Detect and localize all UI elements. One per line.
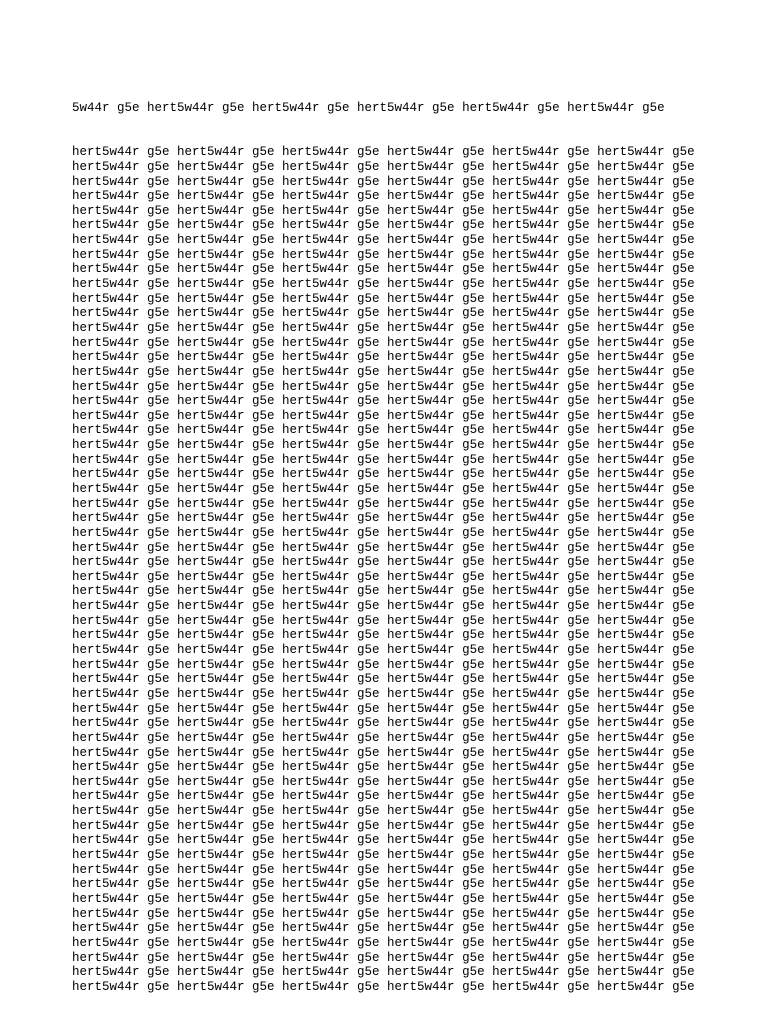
- document-line: hert5w44r g5e hert5w44r g5e hert5w44r g5e hert5w44r g5e hert5w44r g5e hert5w44r g5e: [72, 730, 695, 745]
- document-line: hert5w44r g5e hert5w44r g5e hert5w44r g5e hert5w44r g5e hert5w44r g5e hert5w44r g5e: [72, 745, 695, 760]
- document-line: hert5w44r g5e hert5w44r g5e hert5w44r g5e hert5w44r g5e hert5w44r g5e hert5w44r g5e: [72, 335, 695, 350]
- document-line: hert5w44r g5e hert5w44r g5e hert5w44r g5e hert5w44r g5e hert5w44r g5e hert5w44r g5e: [72, 159, 695, 174]
- document-line: hert5w44r g5e hert5w44r g5e hert5w44r g5e hert5w44r g5e hert5w44r g5e hert5w44r g5e: [72, 657, 695, 672]
- document-line: hert5w44r g5e hert5w44r g5e hert5w44r g5e hert5w44r g5e hert5w44r g5e hert5w44r g5e: [72, 613, 695, 628]
- document-line: hert5w44r g5e hert5w44r g5e hert5w44r g5e hert5w44r g5e hert5w44r g5e hert5w44r g5e: [72, 672, 695, 687]
- document-line: hert5w44r g5e hert5w44r g5e hert5w44r g5e hert5w44r g5e hert5w44r g5e hert5w44r g5e: [72, 979, 695, 994]
- document-line: hert5w44r g5e hert5w44r g5e hert5w44r g5e hert5w44r g5e hert5w44r g5e hert5w44r g5e: [72, 877, 695, 892]
- document-line: hert5w44r g5e hert5w44r g5e hert5w44r g5e hert5w44r g5e hert5w44r g5e hert5w44r g5e: [72, 247, 695, 262]
- document-line: hert5w44r g5e hert5w44r g5e hert5w44r g5e hert5w44r g5e hert5w44r g5e hert5w44r g5e: [72, 628, 695, 643]
- document-line: hert5w44r g5e hert5w44r g5e hert5w44r g5e hert5w44r g5e hert5w44r g5e hert5w44r g5e: [72, 701, 695, 716]
- document-line: hert5w44r g5e hert5w44r g5e hert5w44r g5e hert5w44r g5e hert5w44r g5e hert5w44r g5e: [72, 145, 695, 160]
- document-line: hert5w44r g5e hert5w44r g5e hert5w44r g5e hert5w44r g5e hert5w44r g5e hert5w44r g5e: [72, 789, 695, 804]
- document-line: hert5w44r g5e hert5w44r g5e hert5w44r g5e hert5w44r g5e hert5w44r g5e hert5w44r g5e: [72, 452, 695, 467]
- document-line: hert5w44r g5e hert5w44r g5e hert5w44r g5e hert5w44r g5e hert5w44r g5e hert5w44r g5e: [72, 496, 695, 511]
- document-line: hert5w44r g5e hert5w44r g5e hert5w44r g5e hert5w44r g5e hert5w44r g5e hert5w44r g5e: [72, 848, 695, 863]
- document-line: hert5w44r g5e hert5w44r g5e hert5w44r g5e hert5w44r g5e hert5w44r g5e hert5w44r g5e: [72, 408, 695, 423]
- document-line: hert5w44r g5e hert5w44r g5e hert5w44r g5e hert5w44r g5e hert5w44r g5e hert5w44r g5e: [72, 643, 695, 658]
- document-line: hert5w44r g5e hert5w44r g5e hert5w44r g5e hert5w44r g5e hert5w44r g5e hert5w44r g5e: [72, 862, 695, 877]
- document-line: hert5w44r g5e hert5w44r g5e hert5w44r g5e hert5w44r g5e hert5w44r g5e hert5w44r g5e: [72, 935, 695, 950]
- document-line: hert5w44r g5e hert5w44r g5e hert5w44r g5e hert5w44r g5e hert5w44r g5e hert5w44r g5e: [72, 511, 695, 526]
- document-line: hert5w44r g5e hert5w44r g5e hert5w44r g5e hert5w44r g5e hert5w44r g5e hert5w44r g5e: [72, 965, 695, 980]
- document-line: hert5w44r g5e hert5w44r g5e hert5w44r g5e hert5w44r g5e hert5w44r g5e hert5w44r g5e: [72, 555, 695, 570]
- document-line: hert5w44r g5e hert5w44r g5e hert5w44r g5e hert5w44r g5e hert5w44r g5e hert5w44r g5e: [72, 218, 695, 233]
- document-line: hert5w44r g5e hert5w44r g5e hert5w44r g5e hert5w44r g5e hert5w44r g5e hert5w44r g5e: [72, 438, 695, 453]
- document-line: hert5w44r g5e hert5w44r g5e hert5w44r g5e hert5w44r g5e hert5w44r g5e hert5w44r g5e: [72, 364, 695, 379]
- document-line: hert5w44r g5e hert5w44r g5e hert5w44r g5e hert5w44r g5e hert5w44r g5e hert5w44r g5e: [72, 891, 695, 906]
- document-line: hert5w44r g5e hert5w44r g5e hert5w44r g5e hert5w44r g5e hert5w44r g5e hert5w44r g5e: [72, 291, 695, 306]
- document-line: hert5w44r g5e hert5w44r g5e hert5w44r g5e hert5w44r g5e hert5w44r g5e hert5w44r g5e: [72, 818, 695, 833]
- document-line: hert5w44r g5e hert5w44r g5e hert5w44r g5e hert5w44r g5e hert5w44r g5e hert5w44r g5e: [72, 569, 695, 584]
- document-line: hert5w44r g5e hert5w44r g5e hert5w44r g5e hert5w44r g5e hert5w44r g5e hert5w44r g5e: [72, 833, 695, 848]
- document-line: hert5w44r g5e hert5w44r g5e hert5w44r g5e hert5w44r g5e hert5w44r g5e hert5w44r g5e: [72, 921, 695, 936]
- document-line: hert5w44r g5e hert5w44r g5e hert5w44r g5e hert5w44r g5e hert5w44r g5e hert5w44r g5e: [72, 350, 695, 365]
- document-first-line: 5w44r g5e hert5w44r g5e hert5w44r g5e hert5w44r g5e hert5w44r g5e hert5w44r g5e: [72, 101, 665, 116]
- document-line: hert5w44r g5e hert5w44r g5e hert5w44r g5e hert5w44r g5e hert5w44r g5e hert5w44r g5e: [72, 760, 695, 775]
- document-line: hert5w44r g5e hert5w44r g5e hert5w44r g5e hert5w44r g5e hert5w44r g5e hert5w44r g5e: [72, 320, 695, 335]
- document-line: hert5w44r g5e hert5w44r g5e hert5w44r g5e hert5w44r g5e hert5w44r g5e hert5w44r g5e: [72, 394, 695, 409]
- document-line: hert5w44r g5e hert5w44r g5e hert5w44r g5e hert5w44r g5e hert5w44r g5e hert5w44r g5e: [72, 482, 695, 496]
- document-line: hert5w44r g5e hert5w44r g5e hert5w44r g5e hert5w44r g5e hert5w44r g5e hert5w44r g5e: [72, 686, 695, 701]
- document-lines: [72, 145, 695, 994]
- document-line: hert5w44r g5e hert5w44r g5e hert5w44r g5e hert5w44r g5e hert5w44r g5e hert5w44r g5e: [72, 599, 695, 614]
- document-line: hert5w44r g5e hert5w44r g5e hert5w44r g5e hert5w44r g5e hert5w44r g5e hert5w44r g5e: [72, 906, 695, 921]
- document-line: hert5w44r g5e hert5w44r g5e hert5w44r g5e hert5w44r g5e hert5w44r g5e hert5w44r g5e: [72, 233, 695, 248]
- document-body: [72, 72, 695, 1024]
- document-line: hert5w44r g5e hert5w44r g5e hert5w44r g5e hert5w44r g5e hert5w44r g5e hert5w44r g5e: [72, 525, 695, 540]
- document-line: hert5w44r g5e hert5w44r g5e hert5w44r g5e hert5w44r g5e hert5w44r g5e hert5w44r g5e: [72, 540, 695, 555]
- document-line: hert5w44r g5e hert5w44r g5e hert5w44r g5e hert5w44r g5e hert5w44r g5e hert5w44r g5e: [72, 804, 695, 819]
- document-line: hert5w44r g5e hert5w44r g5e hert5w44r g5e hert5w44r g5e hert5w44r g5e hert5w44r g5e: [72, 774, 695, 789]
- document-line: hert5w44r g5e hert5w44r g5e hert5w44r g5e hert5w44r g5e hert5w44r g5e hert5w44r g5e: [72, 189, 695, 204]
- document-line: hert5w44r g5e hert5w44r g5e hert5w44r g5e hert5w44r g5e hert5w44r g5e hert5w44r g5e: [72, 584, 695, 599]
- document-line: hert5w44r g5e hert5w44r g5e hert5w44r g5e hert5w44r g5e hert5w44r g5e hert5w44r g5e: [72, 262, 695, 277]
- document-line: hert5w44r g5e hert5w44r g5e hert5w44r g5e hert5w44r g5e hert5w44r g5e hert5w44r g5e: [72, 716, 695, 731]
- document-line: hert5w44r g5e hert5w44r g5e hert5w44r g5e hert5w44r g5e hert5w44r g5e hert5w44r g5e: [72, 467, 695, 482]
- document-line: hert5w44r g5e hert5w44r g5e hert5w44r g5e hert5w44r g5e hert5w44r g5e hert5w44r g5e: [72, 423, 695, 438]
- document-line: hert5w44r g5e hert5w44r g5e hert5w44r g5e hert5w44r g5e hert5w44r g5e hert5w44r g5e: [72, 306, 695, 321]
- document-line: hert5w44r g5e hert5w44r g5e hert5w44r g5e hert5w44r g5e hert5w44r g5e hert5w44r g5e: [72, 277, 695, 292]
- document-line: hert5w44r g5e hert5w44r g5e hert5w44r g5e hert5w44r g5e hert5w44r g5e hert5w44r g5e: [72, 174, 695, 189]
- document-line: hert5w44r g5e hert5w44r g5e hert5w44r g5e hert5w44r g5e hert5w44r g5e hert5w44r g5e: [72, 203, 695, 218]
- document-line: hert5w44r g5e hert5w44r g5e hert5w44r g5e hert5w44r g5e hert5w44r g5e hert5w44r g5e: [72, 950, 695, 965]
- document-line: hert5w44r g5e hert5w44r g5e hert5w44r g5e hert5w44r g5e hert5w44r g5e hert5w44r g5e: [72, 379, 695, 394]
